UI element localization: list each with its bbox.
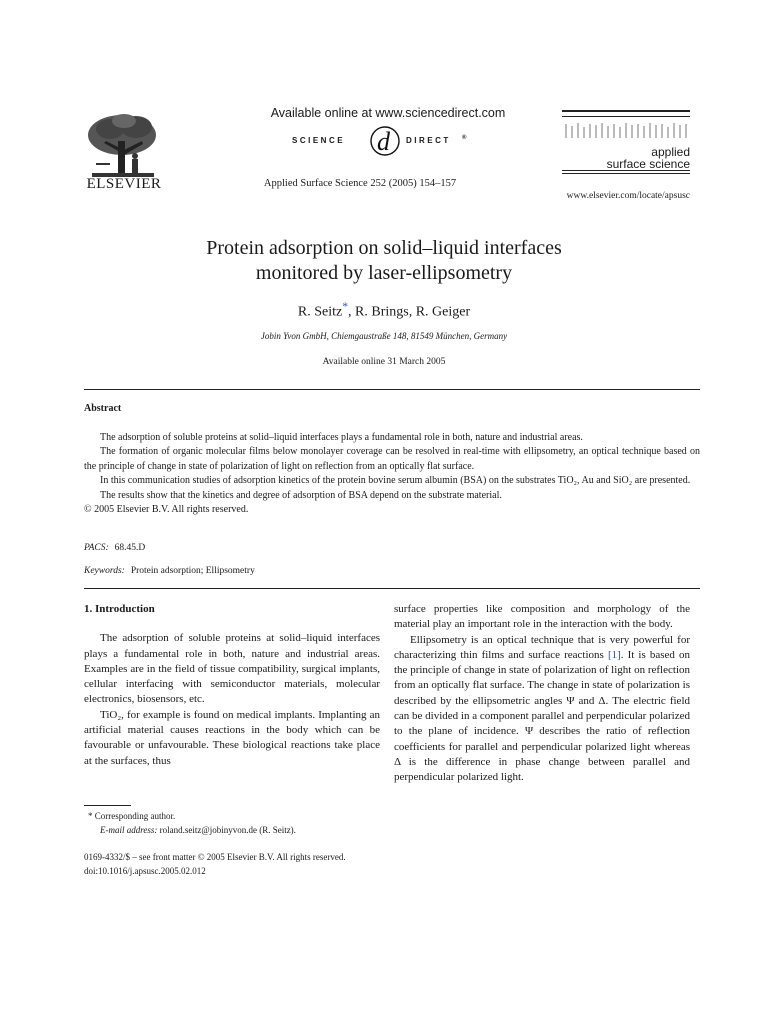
author-list: [100, 300, 668, 321]
email-address-link[interactable]: roland.seitz@jobinyvon.de (R. Seitz).: [159, 824, 296, 835]
body-top-rule: [84, 588, 700, 589]
footnote-corresponding: * Corresponding author.: [88, 811, 176, 821]
body-text: Ellipsometry is an optical technique that is very powerful for characterizing thin films and surface reactions: [394, 633, 690, 661]
available-online-banner[interactable]: Available online at www.sciencedirect.com: [270, 106, 506, 120]
body-text: . It is based on the principle of change in state of polarization of light on reflection from an optically flat surface. The change in state of polarization is described by the ellipsometric angles Ψ and Δ. The electric field can be divided in a component parallel and perpendicular polarized to the plane of incidence. Ψ describes the ratio of reflection coefficients for parallel and perpendicular polarized light whereas Δ is the difference in phase change between parallel and perpendicular polarized light.: [394, 648, 690, 784]
journal-url-link[interactable]: www.elsevier.com/locate/apsusc: [566, 191, 690, 201]
bottom-meta: [84, 851, 346, 878]
keywords-line: [84, 566, 255, 576]
abstract-paragraph: The formation of organic molecular films below monolayer coverage can be resolved in real-time with ellipsometry, an optical technique based on the principle of change in state of polarization of light on reflection from an optically flat surface.: [84, 446, 700, 472]
svg-text:d: d: [377, 127, 390, 156]
body-right-column: [394, 602, 690, 786]
author-seitz: R. Seitz: [297, 304, 343, 320]
pacs-value: 68.45.D: [114, 543, 146, 553]
journal-logo-line2: surface science: [606, 157, 690, 171]
body-paragraph-ellipsometry: [394, 633, 690, 786]
journal-logo-bottom-rule: [562, 170, 690, 174]
sd-right-word: DIRECT: [406, 136, 451, 145]
body-paragraph: The adsorption of soluble proteins at solid–liquid interfaces plays a fundamental role in both, nature and industrial areas. Examples are in the field of tissue compatibility, surgical implants, cellular interfacing with semiconductor materials, molecular electronics, biosensors, etc.: [84, 632, 380, 706]
body-paragraph: TiO₂, for example is found on medical implants. Implanting an artificial material causes reactions in the body which can be favourable or unfavourable. These biological reactions take place at the surfaces, thus: [84, 708, 380, 767]
abstract-copyright: © 2005 Elsevier B.V. All rights reserved.: [84, 504, 249, 516]
article-title-line2: monitored by laser-ellipsometry: [255, 262, 513, 284]
journal-logo: [562, 110, 690, 176]
abstract-body: [84, 431, 700, 517]
sd-left-word: SCIENCE: [292, 136, 346, 145]
abstract-top-rule: [84, 389, 700, 390]
abstract-paragraph: In this communication studies of adsorption kinetics of the protein bovine serum albumin (BSA) on the substrates TiO₂, Au and SiO₂ are presented.: [100, 475, 691, 487]
reference-link-1[interactable]: [1]: [607, 648, 621, 661]
available-date: Available online 31 March 2005: [322, 357, 446, 367]
abstract-paragraph: The results show that the kinetics and degree of adsorption of BSA depend on the substrate material.: [100, 489, 502, 501]
pacs-label: PACS:: [84, 543, 109, 553]
authors-other: , R. Brings, R. Geiger: [348, 304, 471, 320]
journal-logo-top-rule: [562, 110, 690, 117]
keywords-label: Keywords:: [84, 566, 125, 576]
footnote-rule: [84, 805, 131, 806]
sciencedirect-logo: [270, 124, 510, 158]
sd-d-icon: [368, 124, 402, 158]
body-paragraph: surface properties like composition and morphology of the material play an important role in the interaction with the body.: [394, 603, 690, 631]
article-title: [100, 236, 668, 286]
footnote: [84, 810, 384, 837]
article-title-line1: Protein adsorption on solid–liquid interfaces: [206, 237, 562, 259]
sd-registered-mark: ®: [462, 135, 467, 141]
pacs-line: [84, 543, 145, 553]
journal-logo-pattern-icon: [562, 122, 690, 140]
corresponding-author-link[interactable]: *: [342, 300, 349, 313]
journal-logo-line1: applied: [651, 145, 690, 159]
publisher-name: ELSEVIER: [86, 176, 162, 192]
journal-logo-name: [607, 146, 690, 170]
journal-reference: Applied Surface Science 252 (2005) 154–157: [263, 178, 457, 189]
footnote-email-line: [84, 824, 384, 838]
doi-line[interactable]: doi:10.1016/j.apsusc.2005.02.012: [84, 865, 206, 876]
issn-line: 0169-4332/$ – see front matter © 2005 Elsevier B.V. All rights reserved.: [84, 852, 346, 862]
abstract-heading: Abstract: [84, 403, 122, 414]
body-left-column: [84, 602, 380, 769]
affiliation: Jobin Yvon GmbH, Chiemgaustraße 148, 81549 München, Germany: [260, 331, 508, 341]
abstract-paragraph: The adsorption of soluble proteins at solid–liquid interfaces plays a fundamental role in both, nature and industrial areas.: [100, 432, 583, 443]
section-heading-introduction: 1. Introduction: [84, 603, 155, 615]
email-label: E-mail address:: [100, 824, 158, 835]
keywords-value: Protein adsorption; Ellipsometry: [130, 566, 255, 576]
